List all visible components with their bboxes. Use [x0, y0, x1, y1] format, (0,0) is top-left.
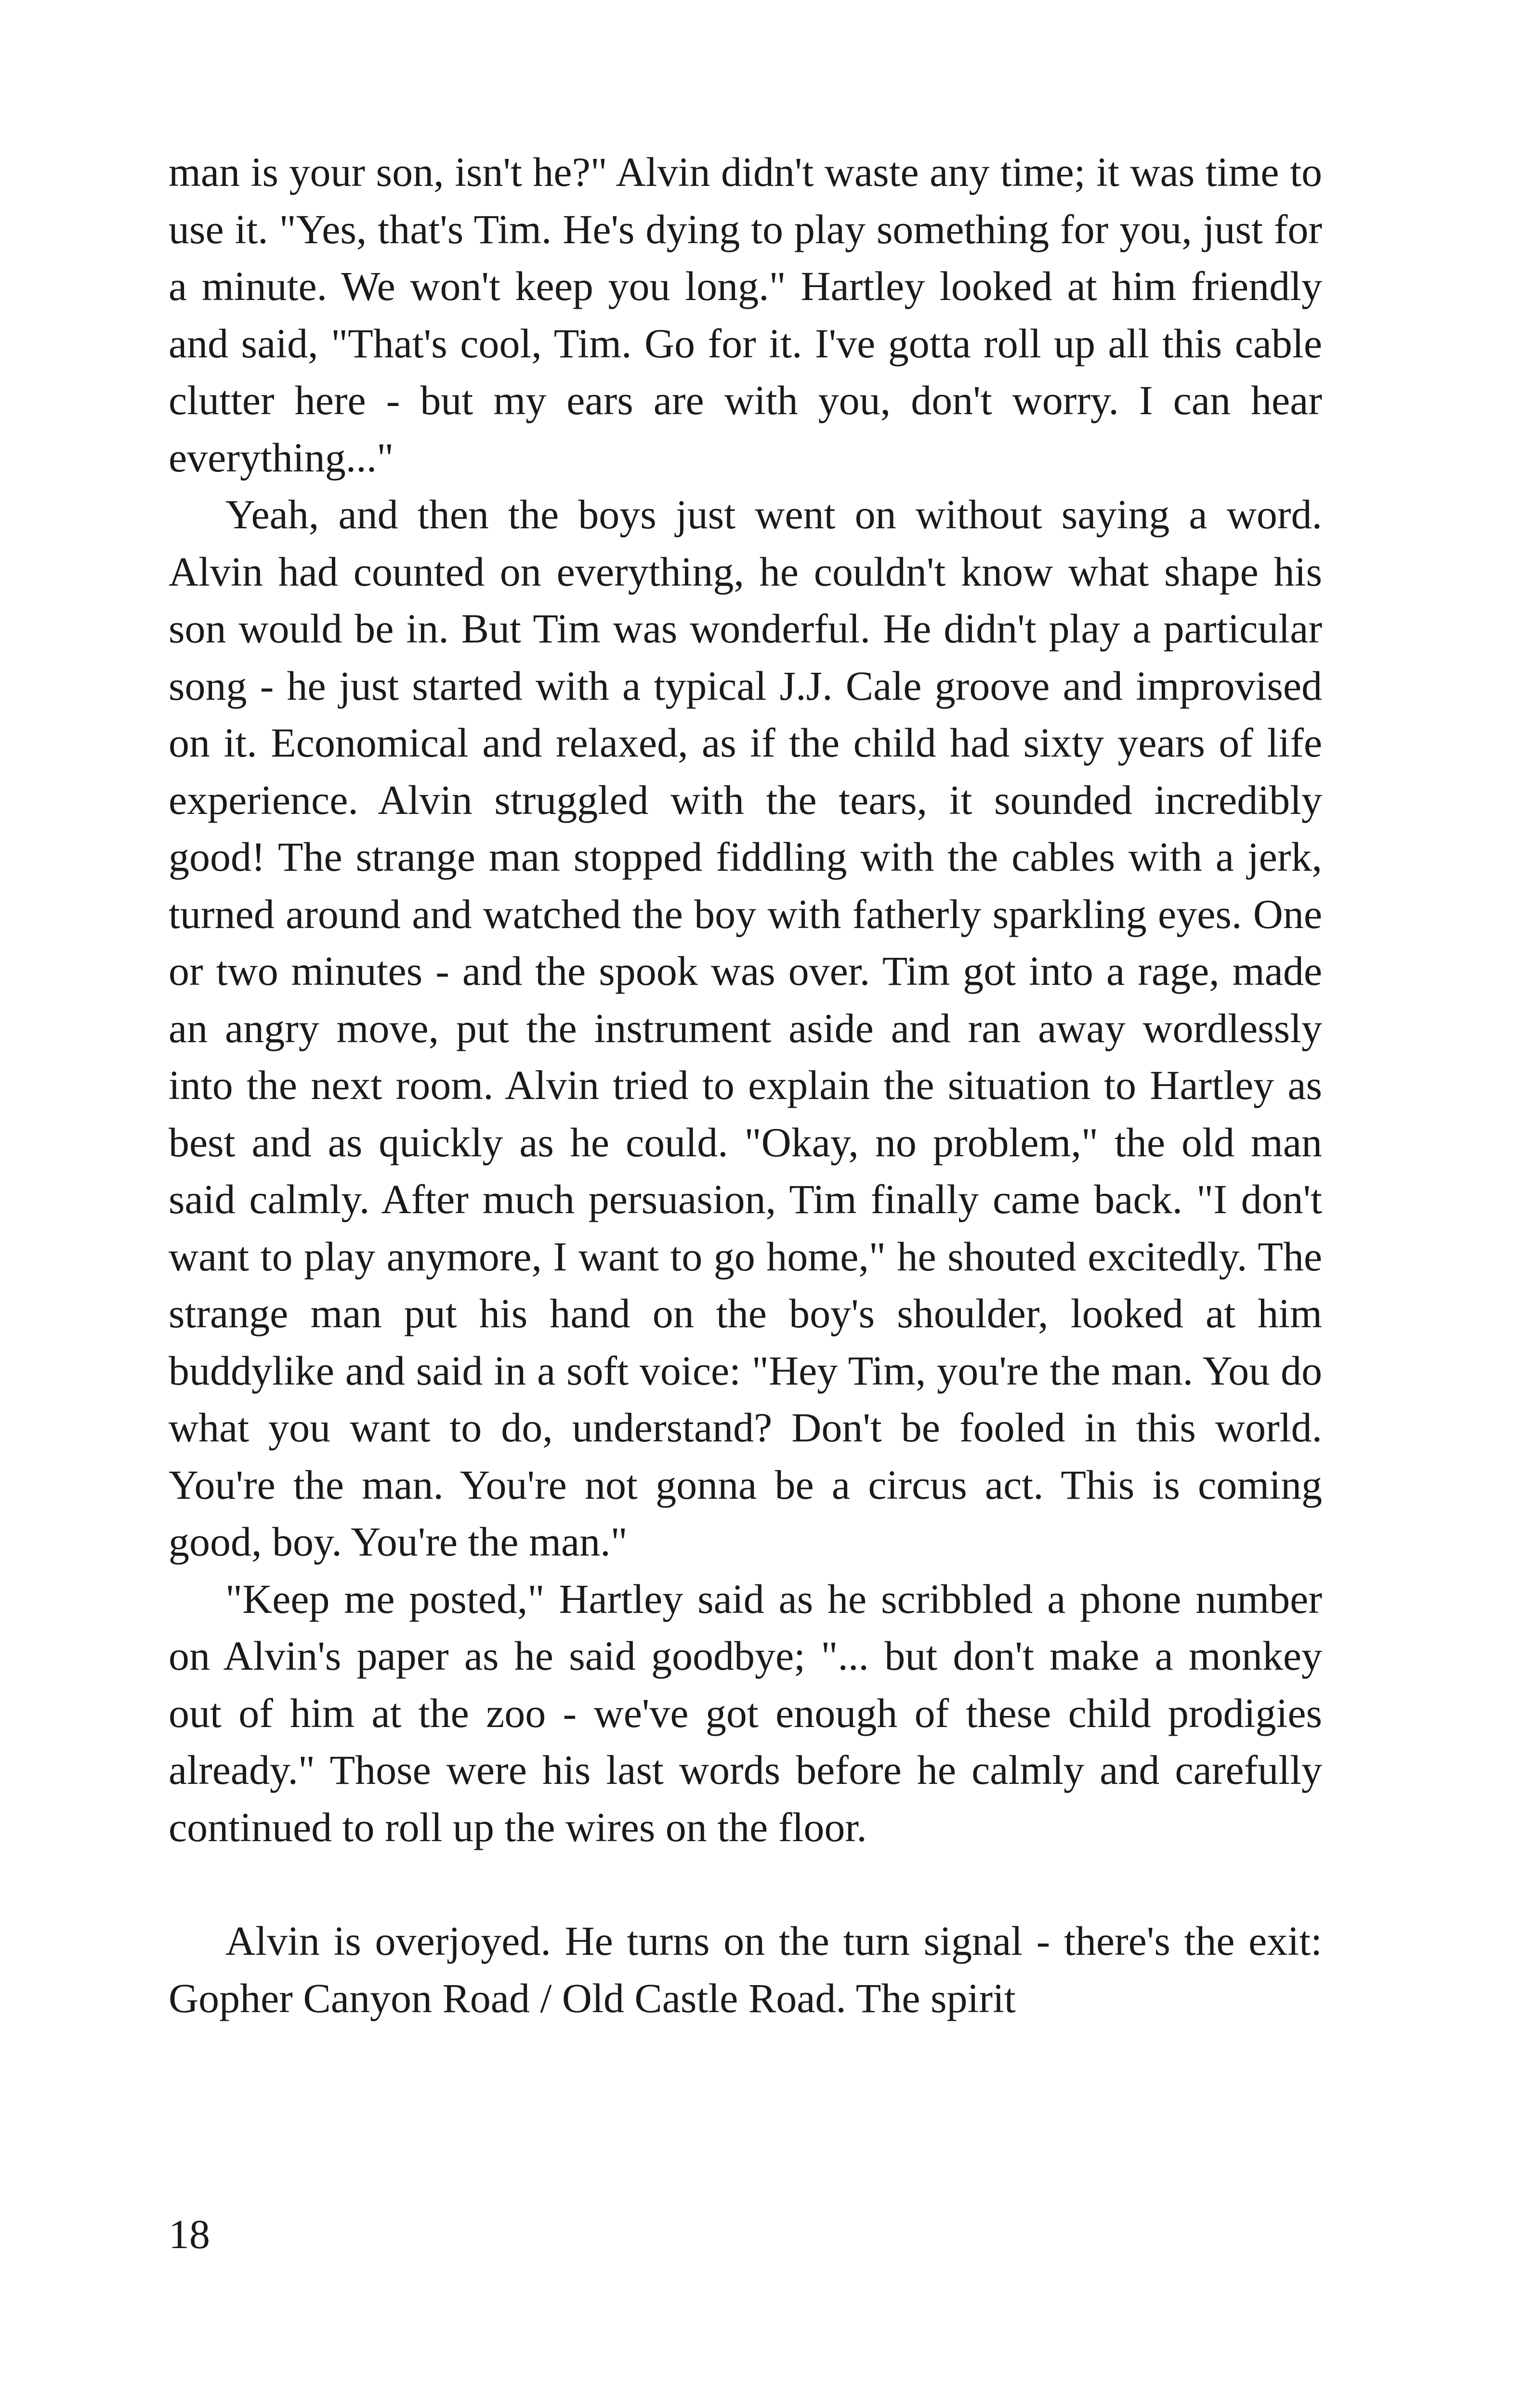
paragraph-keep-me-posted: "Keep me posted," Hartley said as he scribbled a phone number on Alvin's paper as he said goodbye; "... but don't make a monkey out of him at the zoo - we've got enough of these child prodigies already." Those were his last words before he calmly and carefully continued to roll up the wires on the floor.	[169, 1575, 1322, 1850]
paragraph-alvin-overjoyed: Alvin is overjoyed. He turns on the turn signal - there's the exit: Gopher Canyon Road / Old Castle Road. The spirit	[169, 1918, 1322, 2021]
paragraph-boys-played: Yeah, and then the boys just went on without saying a word. Alvin had counted on everything, he couldn't know what shape his son would be in. But Tim was wonderful. He didn't play a particular song - he just started with a typical J.J. Cale groove and improvised on it. Economical and relaxed, as if the child had sixty years of life experience. Alvin struggled with the tears, it sounded incredibly good! The strange man stopped fiddling with the cables with a jerk, turned around and watched the boy with fatherly sparkling eyes. One or two minutes - and the spook was over. Tim got into a rage, made an angry move, put the instrument aside and ran away wordlessly into the next room. Alvin tried to explain the situation to Hartley as best and as quickly as he could. "Okay, no problem," the old man said calmly. After much persuasion, Tim finally came back. "I don't want to play anymore, I want to go home," he shouted excitedly. The strange man put his hand on the boy's shoulder, looked at him buddylike and said in a soft voice: "Hey Tim, you're the man. You do what you want to do, understand? Don't be fooled in this world. You're the man. You're not gonna be a circus act. This is coming good, boy. You're the man."	[169, 491, 1322, 1565]
body-text	[169, 144, 1322, 2027]
page-number: 18	[169, 2211, 210, 2257]
paragraph-continued: man is your son, isn't he?" Alvin didn't waste any time; it was time to use it. "Yes, that's Tim. He's dying to play something for you, just for a minute. We won't keep you long." Hartley looked at him friendly and said, "That's cool, Tim. Go for it. I've gotta roll up all this cable clutter here - but my ears are with you, don't worry. I can hear everything..."	[169, 149, 1322, 481]
scene-break	[169, 1856, 1322, 1912]
